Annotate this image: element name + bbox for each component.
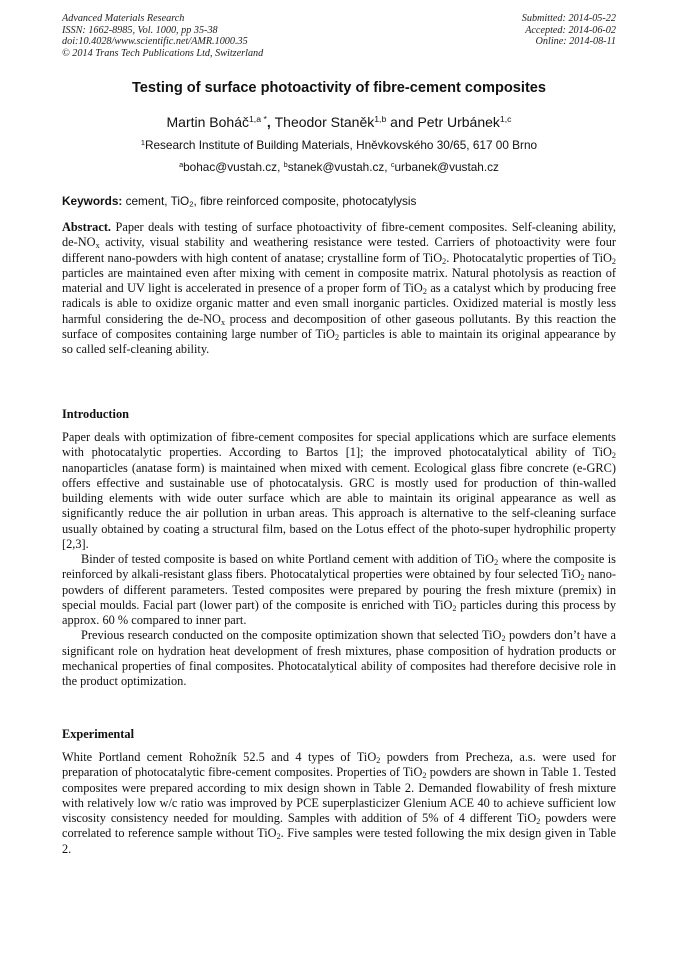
subscript: 2 <box>422 771 427 781</box>
subscript: x <box>95 241 100 251</box>
text-run: as a catalyst which by producing free radicals is able to oxidize organic matter and even small inorganic particles. Oxidized material is mostly less harmful considering the de-NO <box>62 281 616 326</box>
author-superscript: 1,a * <box>248 114 267 125</box>
text-run: powders from Precheza, a.s. were used for preparation of photocatalytic fibre-cement composites. Properties of TiO <box>62 750 616 780</box>
keywords-text: , fibre reinforced composite, photocatylysis <box>193 194 417 208</box>
author-name: Petr Urbánek <box>417 114 500 130</box>
subscript: 2 <box>452 603 457 613</box>
author-separator: and <box>386 114 418 130</box>
subscript: 2 <box>334 332 340 342</box>
abstract-paragraph <box>62 220 616 357</box>
paragraph <box>62 430 616 552</box>
text-run: powders are shown in Table 1. Tested composites were prepared according to mix design shown in Table 2. Demanded flowability of fresh mixture with relatively low w/c ratio was improved by PCE superplasticizer Glenium ACE 40 to achieve sufficient low viscosity consistency needed for moulding. Samples with addition of 5% of 4 different TiO <box>62 765 616 825</box>
abstract <box>62 220 616 357</box>
email-link[interactable]: bohac@vustah.cz, <box>183 160 284 174</box>
email-superscript: b <box>283 159 288 169</box>
text-run: Previous research conducted on the composite optimization shown that selected TiO <box>81 628 502 643</box>
text-run: powders were correlated to reference sample without TiO <box>62 811 616 841</box>
abstract-label: Abstract. <box>62 220 112 234</box>
subscript: 2 <box>501 634 506 644</box>
text-run: nano-powders of different parameters. Tested composites were prepared by pouring the fresh mixture (premix) in special moulds. Facial part (lower part) of the composite is enriched with TiO <box>62 567 616 612</box>
subscript: 2 <box>611 256 616 266</box>
paragraph <box>62 750 616 857</box>
introduction-heading: Introduction <box>62 407 129 421</box>
text-run: White Portland cement Rohožník 52.5 and 4 types of TiO <box>62 750 377 764</box>
email-superscript: c <box>390 159 395 169</box>
introduction-body <box>62 430 616 689</box>
email-link[interactable]: urbanek@vustah.cz <box>394 160 499 174</box>
author-separator: , <box>266 114 275 130</box>
author-emails <box>0 160 678 174</box>
text-run: Paper deals with optimization of fibre-cement composites for special applications which are surface elements with photocatalytic properties. According to Bartos [1]; the improved photocatalytical ability of TiO <box>62 430 616 460</box>
text-run: particles is able to maintain its original appearance by so called self-cleaning ability. <box>62 326 616 356</box>
subscript: 2 <box>611 451 616 461</box>
submitted-date: Submitted: 2014-05-22 <box>521 13 616 24</box>
accepted-date: Accepted: 2014-06-02 <box>525 24 616 36</box>
email-superscript: a <box>179 159 184 169</box>
author-list <box>0 114 678 130</box>
subscript: 2 <box>494 557 499 567</box>
text-run: where the composite is reinforced by alkali-resistant glass fibers. Photocatalytical properties were obtained by four selected TiO <box>62 552 616 582</box>
text-run: nanoparticles (anatase form) is maintained when mixed with cement. Ecological glass fibre concrete (e-GRC) offers effective and sustainable use of photocatalysis. GRC is mostly used for production of thin-walled building elements with wide outer surface which are able to maintain its original appearance as well as significantly reduce the air pollution in urban areas. This approach is alternative to the self-cleaning surface usually obtained by coating a structural film, based on the Lotus effect of the photo-super hydrophilic property [2,3]. <box>62 460 616 551</box>
subscript: 2 <box>580 573 585 583</box>
text-run: . Five samples were tested following the mix design given in Table 2. <box>62 826 616 856</box>
subscript: 2 <box>376 755 381 765</box>
text-run: particles during this process by approx. 60 % compared to inner part. <box>62 597 617 627</box>
author-name: Martin Boháč <box>166 114 249 130</box>
journal-info <box>62 13 263 59</box>
subscript: x <box>220 317 226 327</box>
email-link[interactable]: stanek@vustah.cz, <box>287 160 391 174</box>
affiliation <box>0 138 678 152</box>
text-run: process and decomposition of other gaseous pollutants. By this reaction the surface of composites containing large number of TiO <box>62 311 617 341</box>
affiliation-text: Research Institute of Building Materials, Hněvkovského 30/65, 617 00 Brno <box>144 138 538 152</box>
publication-dates <box>522 13 616 48</box>
subscript: 2 <box>276 832 281 842</box>
subscript: 2 <box>536 816 541 826</box>
issn: ISSN: 1662-8985, Vol. 1000, pp 35-38 <box>62 24 218 36</box>
subscript: 2 <box>422 286 427 296</box>
paragraph <box>62 628 616 689</box>
online-date: Online: 2014-08-11 <box>535 36 616 48</box>
text-run: . Photocatalytic properties of TiO <box>446 250 612 265</box>
text-run: powders don’t have a significant role on hydration heat development of fresh mixtures, phase composition of hydration products or mechanical properties of final composites. Photocatalytical ability of composites had therefore decisive role in the product optimization. <box>62 628 616 688</box>
copyright: © 2014 Trans Tech Publications Ltd, Switzerland <box>62 47 264 59</box>
author-name: Theodor Staněk <box>274 114 375 130</box>
subscript: 2 <box>189 199 194 209</box>
keywords-label: Keywords: <box>62 194 123 208</box>
author-superscript: 1,c <box>499 114 512 125</box>
text-run: Paper deals with testing of surface photoactivity of fibre-cement composites. Self-cleaning ability, de-NO <box>62 220 616 250</box>
text-run: Binder of tested composite is based on white Portland cement with addition of TiO <box>81 552 495 566</box>
paragraph <box>62 552 616 628</box>
journal-name: Advanced Materials Research <box>62 13 185 24</box>
text-run: activity, visual stability and weathering resistance were tested. Carriers of photoactivity were four different nano-powders with high content of anatase; crystalline form of TiO <box>62 235 616 265</box>
doi[interactable]: doi:10.4028/www.scientific.net/AMR.1000.35 <box>62 36 248 48</box>
subscript: 2 <box>442 256 447 266</box>
experimental-body <box>62 750 616 857</box>
author-superscript: 1,b <box>374 114 387 125</box>
keywords-text: cement, TiO <box>122 194 190 208</box>
affiliation-superscript: 1 <box>140 137 145 147</box>
paper-title: Testing of surface photoactivity of fibre-cement composites <box>131 80 547 96</box>
experimental-heading: Experimental <box>62 727 134 741</box>
text-run: particles are maintained even after mixing with cement in composite matrix. Natural photolysis as reaction of material and UV light is accelerated in presence of a proper form of TiO <box>62 265 616 295</box>
keywords <box>62 194 416 208</box>
